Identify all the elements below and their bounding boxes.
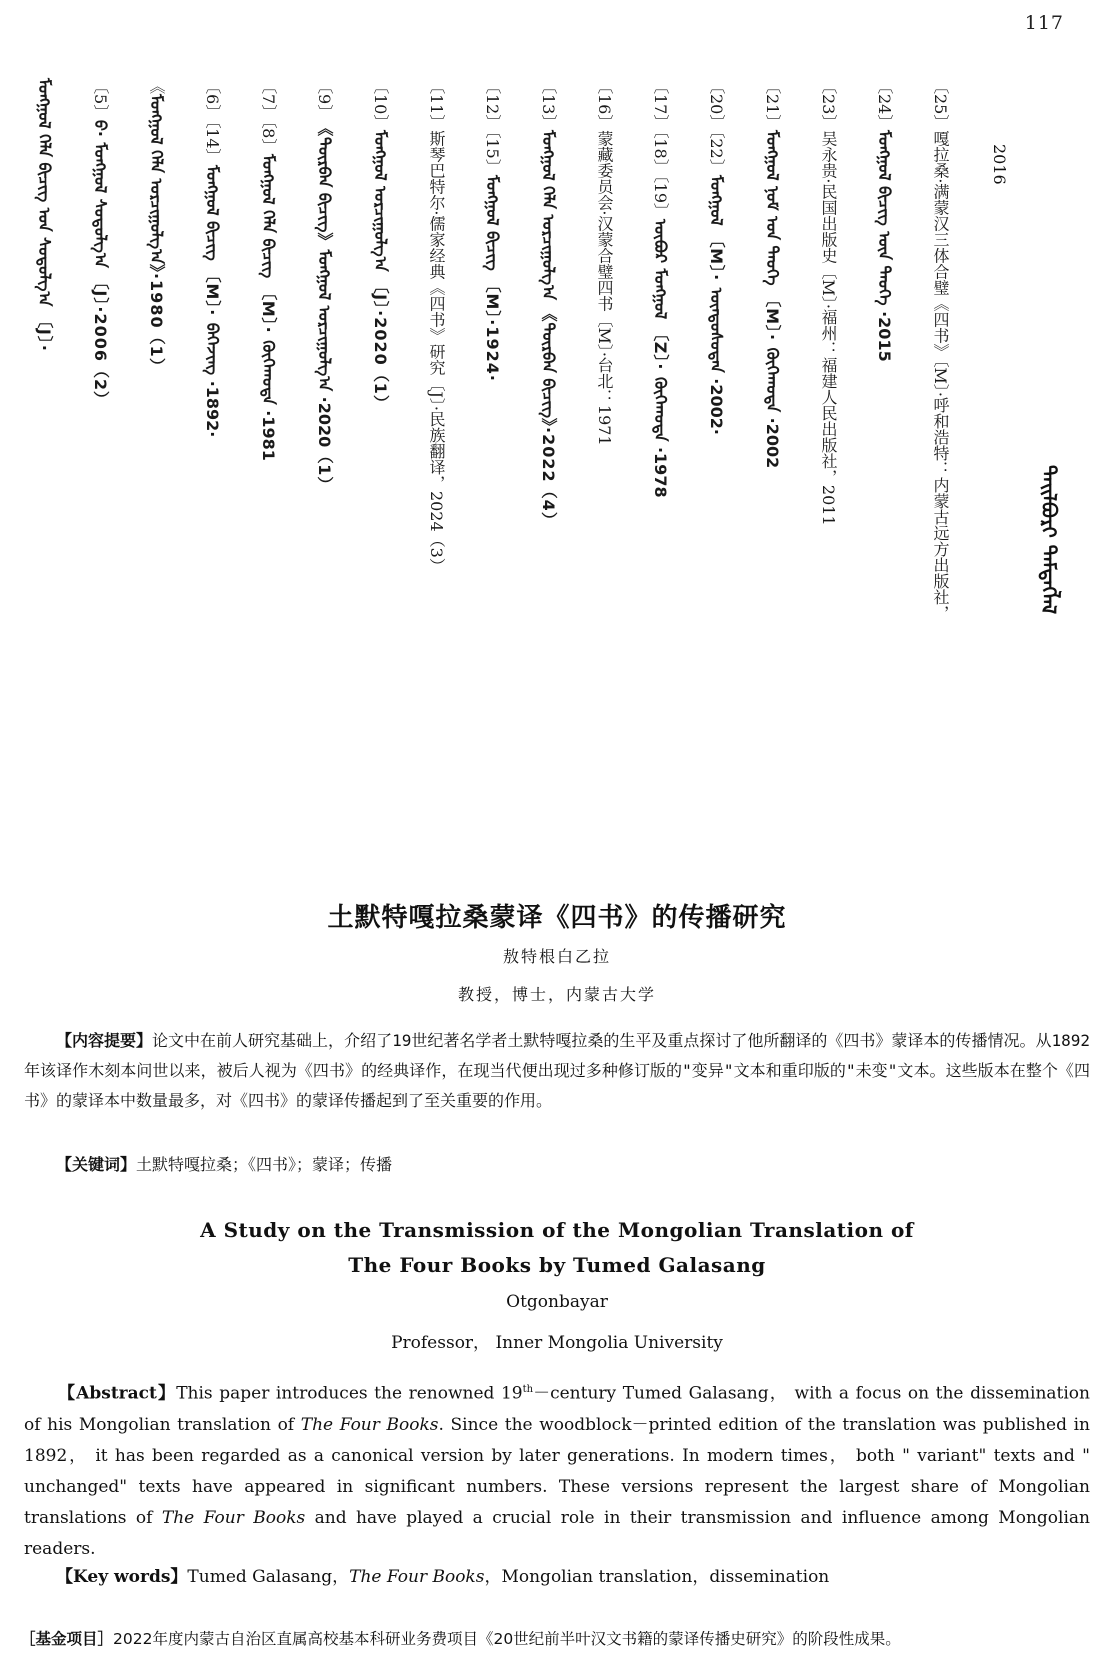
- reference-mongolian-text: ᠮᠣᠩᠭᠣᠯ ᠬᠡᠯᠡ ᠤᠷᠴᠢᠭᠤᠯᠭ᠎ᠠ 《ᠳᠥᠷᠪᠡᠨ ᠪᠢᠴᠢᠭ》·2022（4）: [539, 130, 558, 530]
- references-heading: ᠲᠠᠢᠯᠪᠤᠷᠢ ᠲᠡᠮᠳᠡᠭᠯᠡᠯ: [1037, 465, 1061, 615]
- reference-column: [876, 78, 892, 838]
- reference-mongolian-text: ᠮᠣᠩᠭᠣᠯ ᠬᠡᠯᠡ ᠪᠢᠴᠢᠭ ᠤᠨ ᠰᠤᠳᠤᠯᠭ᠎ᠠ 〔J〕·: [35, 78, 54, 352]
- reference-column: [148, 78, 164, 838]
- author-zh: 敖特根白乙拉: [502, 947, 611, 966]
- affiliation-zh: 教授，博士，内蒙古大学: [457, 985, 656, 1004]
- reference-column: [596, 78, 612, 838]
- reference-number: 〔13〕: [539, 78, 558, 131]
- keywords-en-italic: The Four Books: [349, 1567, 485, 1587]
- reference-number: 〔21〕: [763, 78, 782, 131]
- keywords-en: [56, 1562, 829, 1587]
- reference-number: 《: [147, 78, 166, 94]
- abstract-zh: [24, 1026, 1090, 1116]
- article-title-en-line2: The Four Books by Tumed Galasang: [348, 1253, 766, 1277]
- keywords-label-en: 【Key words】: [56, 1567, 188, 1587]
- author-en: Otgonbayar: [506, 1292, 608, 1312]
- funding-note: [20, 1627, 1100, 1649]
- reference-number: 〔7〕〔8〕: [259, 78, 278, 155]
- reference-mongolian-text: ᠮᠣᠩᠭᠣᠯ ᠪᠢᠴᠢᠭ 〔M〕·1924·: [483, 174, 502, 382]
- reference-number: 〔23〕吴永贵·民国出版史〔M〕·福州：福建人民出版社，2011: [819, 78, 838, 526]
- reference-mongolian-text: ᠦᠪᠦᠷ ᠮᠣᠩᠭᠣᠯ 〔Z〕· ᠬᠥᠬᠡᠬᠣᠲᠠ ·1978: [651, 219, 670, 498]
- abstract-en: [24, 1374, 1090, 1565]
- affiliation-en: Professor， Inner Mongolia University: [391, 1333, 723, 1353]
- abstract-en-title-italic-1: The Four Books: [300, 1414, 439, 1435]
- reference-mongolian-text: ᠮᠣᠩᠭᠣᠯ ᠬᠡᠯᠡ ᠤᠷᠴᠢᠭᠤᠯᠭ᠎ᠠ》·1980（1）: [147, 94, 166, 375]
- reference-mongolian-text: ᠮᠣᠩᠭᠣᠯ ᠬᠡᠯᠡ ᠪᠢᠴᠢᠭ 〔M〕· ᠬᠥᠬᠡᠬᠣᠲᠠ ·1981: [259, 154, 278, 462]
- mongolian-references: [22, 70, 1061, 850]
- reference-column: [316, 78, 332, 838]
- reference-number: 〔12〕〔15〕: [483, 78, 502, 175]
- reference-mongolian-text: ᠪ· ᠮᠣᠩᠭᠣᠯ ᠰᠤᠳᠤᠯᠭ᠎ᠠ 〔J〕·2006（2）: [91, 120, 110, 409]
- abstract-en-part-a: This paper introduces the renowned 19: [176, 1383, 523, 1404]
- keywords-label-zh: 【关键词】: [56, 1155, 137, 1174]
- reference-column: [92, 78, 108, 838]
- reference-number: 〔5〕: [91, 78, 110, 121]
- reference-number: 〔16〕蒙藏委员会·汉蒙合璧四书〔M〕·台北：1971: [595, 78, 614, 446]
- reference-column: [204, 78, 220, 838]
- reference-number: 〔25〕嘎拉桑·满蒙汉三体合璧《四书》〔M〕·呼和浩特：内蒙古远方出版社，: [931, 78, 950, 621]
- abstract-en-part-d: and have played a crucial role in their transmission and influence among Mongolian readers.: [24, 1507, 1090, 1559]
- article-title-zh: 土默特嘎拉桑蒙译《四书》的传播研究: [327, 903, 787, 933]
- keywords-zh: [56, 1152, 392, 1175]
- funding-label: ［基金项目］: [20, 1630, 114, 1648]
- keywords-en-part-a: Tumed Galasang，: [187, 1567, 350, 1587]
- abstract-en-part-b: －century Tumed Galasang， with a focus on the dissemination of his Mongolian translation of: [24, 1383, 1090, 1435]
- abstract-label-zh: 【内容提要】: [56, 1031, 153, 1050]
- reference-number: 〔24〕: [875, 78, 894, 131]
- reference-mongolian-text: ᠮᠣᠩᠭᠣᠯ 〔M〕· ᠦᠨᠳᠦᠰᠦᠲᠡᠨ ·2002·: [707, 174, 726, 435]
- reference-column: [260, 78, 276, 838]
- abstract-en-sup: th: [522, 1384, 534, 1395]
- reference-column: [428, 78, 444, 838]
- article-title-en-line1: A Study on the Transmission of the Mongolian Translation of: [200, 1218, 914, 1242]
- reference-mongolian-text: ᠮᠣᠩᠭᠣᠯ ᠪᠢᠴᠢᠭ ᠦᠨ ᠲᠡᠦᠬᠡ ·2015: [875, 130, 894, 363]
- abstract-label-en: 【Abstract】: [58, 1383, 177, 1404]
- reference-number: 〔9〕: [315, 78, 334, 121]
- reference-year-2016: 2016: [990, 144, 1009, 185]
- reference-number: 〔10〕: [371, 78, 390, 131]
- reference-column: [372, 78, 388, 838]
- reference-number: 〔17〕〔18〕〔19〕: [651, 78, 670, 220]
- keywords-en-part-b: ，Mongolian translation，dissemination: [484, 1567, 830, 1587]
- abstract-en-part-c: . Since the woodblock－printed edition of the translation was published in 1892， it has been regarded as a canonical version by later generations. In modern times， both " variant" texts and " unchanged" texts have appeared in significant numbers. These versions represent the largest share of Mongolian translations of: [24, 1414, 1091, 1528]
- abstract-text-zh: 论文中在前人研究基础上，介绍了19世纪著名学者土默特嘎拉桑的生平及重点探讨了他所翻译的《四书》蒙译本的传播情况。从1892年该译作木刻本问世以来，被后人视为《四书》的经典译作，在现当代便出现过多种修订版的"变异"文本和重印版的"未变"文本。这些版本在整个《四书》的蒙译本中数量最多，对《四书》的蒙译传播起到了至关重要的作用。: [24, 1031, 1090, 1110]
- reference-number: 〔20〕〔22〕: [707, 78, 726, 175]
- funding-text: 2022年度内蒙古自治区直属高校基本科研业务费项目《20世纪前半叶汉文书籍的蒙译传播史研究》的阶段性成果。: [113, 1630, 901, 1648]
- reference-column: [540, 78, 556, 838]
- reference-mongolian-text: ᠮᠣᠩᠭᠣᠯ ᠣᠷᠴᠢᠭᠤᠯᠭ᠎ᠠ 〔J〕·2020（1）: [371, 130, 390, 413]
- reference-number: 〔11〕斯琴巴特尔·儒家经典《四书》研究〔J〕·民族翻译，2024（3）: [427, 78, 446, 574]
- reference-column: [932, 78, 948, 838]
- reference-mongolian-text: ᠮᠣᠩᠭᠣᠯ ᠨᠣᠮ ᠤᠨ ᠲᠡᠦᠬᠡ 〔M〕· ᠬᠥᠬᠡᠬᠣᠲᠠ ·2002: [763, 130, 782, 469]
- reference-column: [36, 78, 52, 838]
- reference-column: [820, 78, 836, 838]
- reference-number: 〔6〕〔14〕: [203, 78, 222, 165]
- abstract-en-title-italic-2: The Four Books: [161, 1507, 306, 1528]
- page-number: 117: [1024, 12, 1064, 34]
- reference-column: [484, 78, 500, 838]
- reference-column: [652, 78, 668, 838]
- keywords-text-zh: 土默特嘎拉桑；《四书》；蒙译；传播: [136, 1155, 393, 1174]
- reference-mongolian-text: 《ᠳᠥᠷᠪᠡᠨ ᠪᠢᠴᠢᠭ》ᠮᠣᠩᠭᠣᠯ ᠣᠷᠴᠢᠭᠤᠯᠭ᠎ᠠ ·2020（1）: [315, 120, 334, 494]
- reference-column: [764, 78, 780, 838]
- reference-column: [708, 78, 724, 838]
- reference-mongolian-text: ᠮᠣᠩᠭᠣᠯ ᠪᠢᠴᠢᠭ 〔M〕· ᠪᠡᠭᠡᠵᠢᠩ ·1892·: [203, 164, 222, 437]
